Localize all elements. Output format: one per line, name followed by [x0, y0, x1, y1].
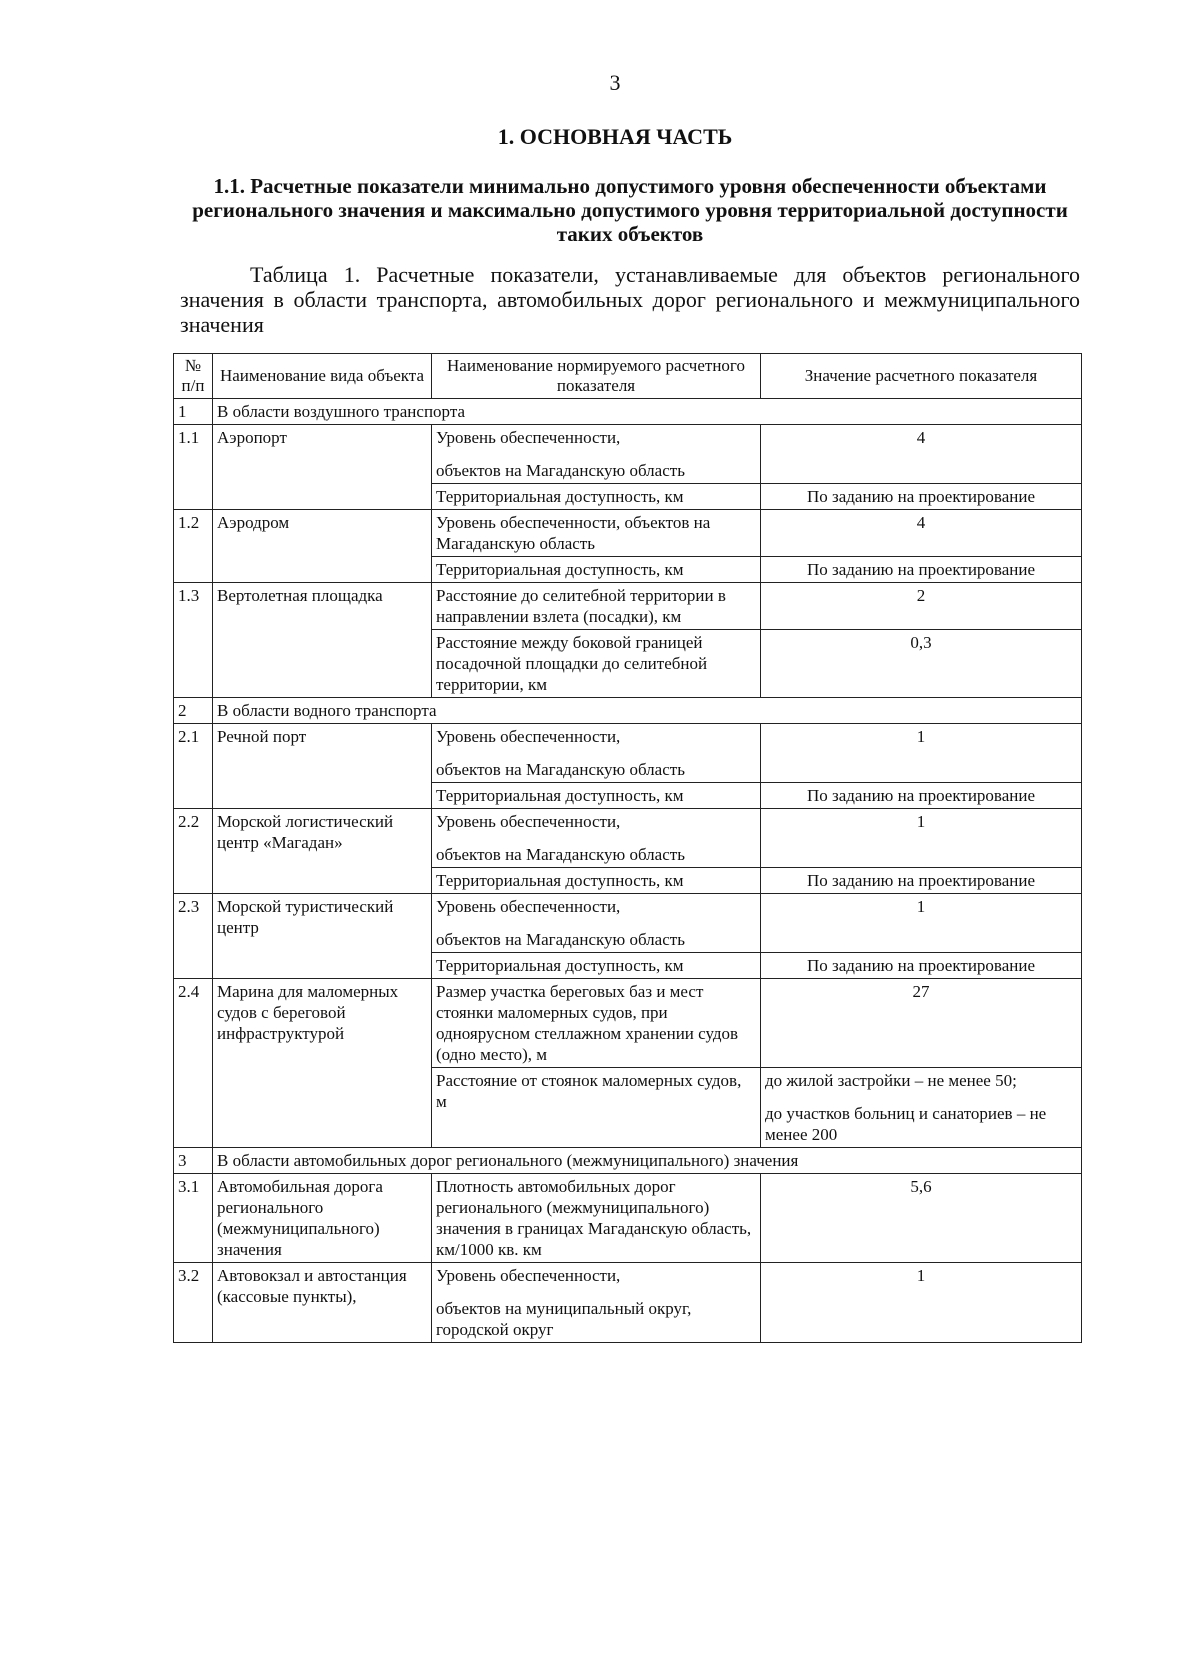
- object-name: Морской туристический центр: [213, 894, 432, 979]
- indicator-value: 1: [761, 724, 1082, 783]
- indicator-value: По заданию на проектирование: [761, 953, 1082, 979]
- group-num: 1: [174, 399, 213, 425]
- indicator-name: Территориальная доступность, км: [432, 783, 761, 809]
- table-row: [174, 1263, 1082, 1343]
- indicator-name: Уровень обеспеченности, объектов на Магаданскую область: [432, 425, 761, 484]
- indicator-value: По заданию на проектирование: [761, 783, 1082, 809]
- indicator-value: По заданию на проектирование: [761, 868, 1082, 894]
- header-value: Значение расчетного показателя: [761, 354, 1082, 399]
- object-name: Марина для маломерных судов с береговой инфраструктурой: [213, 979, 432, 1148]
- indicator-value: 1: [761, 1263, 1082, 1343]
- row-num: 2.2: [174, 809, 213, 894]
- row-num: 2.3: [174, 894, 213, 979]
- group-num: 2: [174, 698, 213, 724]
- group-label: В области автомобильных дорог регионального (межмуниципального) значения: [213, 1148, 1082, 1174]
- object-name: Вертолетная площадка: [213, 583, 432, 698]
- table-row: [174, 809, 1082, 868]
- group-row: [174, 698, 1082, 724]
- indicator-value: до жилой застройки – не менее 50; до участков больниц и санаториев – не менее 200: [761, 1068, 1082, 1148]
- indicator-name: Расстояние от стоянок маломерных судов, м: [432, 1068, 761, 1148]
- table-row: [174, 894, 1082, 953]
- indicator-name: Уровень обеспеченности, объектов на Магаданскую область: [432, 724, 761, 783]
- indicator-name: Уровень обеспеченности, объектов на Магаданскую область: [432, 894, 761, 953]
- object-name: Речной порт: [213, 724, 432, 809]
- table-header-row: [174, 354, 1082, 399]
- indicator-name: Плотность автомобильных дорог регионального (межмуниципального) значения в границах Магаданскую область, км/1000 кв. км: [432, 1174, 761, 1263]
- indicators-table: [173, 353, 1082, 1343]
- group-num: 3: [174, 1148, 213, 1174]
- indicator-value: 27: [761, 979, 1082, 1068]
- indicator-name: Территориальная доступность, км: [432, 557, 761, 583]
- header-indicator: Наименование нормируемого расчетного показателя: [432, 354, 761, 399]
- group-label: В области воздушного транспорта: [213, 399, 1082, 425]
- indicator-name: Уровень обеспеченности, объектов на муниципальный округ, городской округ: [432, 1263, 761, 1343]
- row-num: 2.1: [174, 724, 213, 809]
- indicator-value: По заданию на проектирование: [761, 557, 1082, 583]
- indicator-value: 1: [761, 809, 1082, 868]
- indicator-name: Территориальная доступность, км: [432, 484, 761, 510]
- object-name: Автовокзал и автостанция (кассовые пункты),: [213, 1263, 432, 1343]
- object-name: Аэродром: [213, 510, 432, 583]
- indicator-value: 0,3: [761, 630, 1082, 698]
- table-row: [174, 1174, 1082, 1263]
- group-label: В области водного транспорта: [213, 698, 1082, 724]
- table-row: [174, 583, 1082, 630]
- indicator-value: 1: [761, 894, 1082, 953]
- section-title: 1.1. Расчетные показатели минимально допустимого уровня обеспеченности объектами регионального значения и максимально допустимого уровня территориальной доступности таких объектов: [192, 174, 1068, 246]
- page-number: 3: [609, 70, 621, 95]
- header-object: Наименование вида объекта: [213, 354, 432, 399]
- indicator-name: Уровень обеспеченности, объектов на Магаданскую область: [432, 510, 761, 557]
- indicator-value: 4: [761, 425, 1082, 484]
- table-row: [174, 425, 1082, 484]
- indicator-name: Расстояние до селитебной территории в направлении взлета (посадки), км: [432, 583, 761, 630]
- indicator-value: 5,6: [761, 1174, 1082, 1263]
- indicator-name: Расстояние между боковой границей посадочной площадки до селитебной территории, км: [432, 630, 761, 698]
- row-num: 3.2: [174, 1263, 213, 1343]
- object-name: Аэропорт: [213, 425, 432, 510]
- table-row: [174, 724, 1082, 783]
- indicator-name: Территориальная доступность, км: [432, 868, 761, 894]
- row-num: 3.1: [174, 1174, 213, 1263]
- indicator-value: 2: [761, 583, 1082, 630]
- table-row: [174, 510, 1082, 557]
- row-num: 1.3: [174, 583, 213, 698]
- indicator-name: Территориальная доступность, км: [432, 953, 761, 979]
- indicator-name: Размер участка береговых баз и мест стоянки маломерных судов, при одноярусном стеллажном хранении судов (одно место), м: [432, 979, 761, 1068]
- row-num: 2.4: [174, 979, 213, 1148]
- object-name: Автомобильная дорога регионального (межмуниципального) значения: [213, 1174, 432, 1263]
- header-num: № п/п: [174, 354, 213, 399]
- part-title: 1. ОСНОВНАЯ ЧАСТЬ: [497, 124, 733, 149]
- object-name: Морской логистический центр «Магадан»: [213, 809, 432, 894]
- group-row: [174, 1148, 1082, 1174]
- indicator-value: По заданию на проектирование: [761, 484, 1082, 510]
- indicator-value: 4: [761, 510, 1082, 557]
- row-num: 1.1: [174, 425, 213, 510]
- table-row: [174, 979, 1082, 1068]
- table-caption: Таблица 1. Расчетные показатели, устанавливаемые для объектов регионального значения в области транспорта, автомобильных дорог регионального и межмуниципального значения: [180, 262, 1080, 337]
- group-row: [174, 399, 1082, 425]
- row-num: 1.2: [174, 510, 213, 583]
- indicator-name: Уровень обеспеченности, объектов на Магаданскую область: [432, 809, 761, 868]
